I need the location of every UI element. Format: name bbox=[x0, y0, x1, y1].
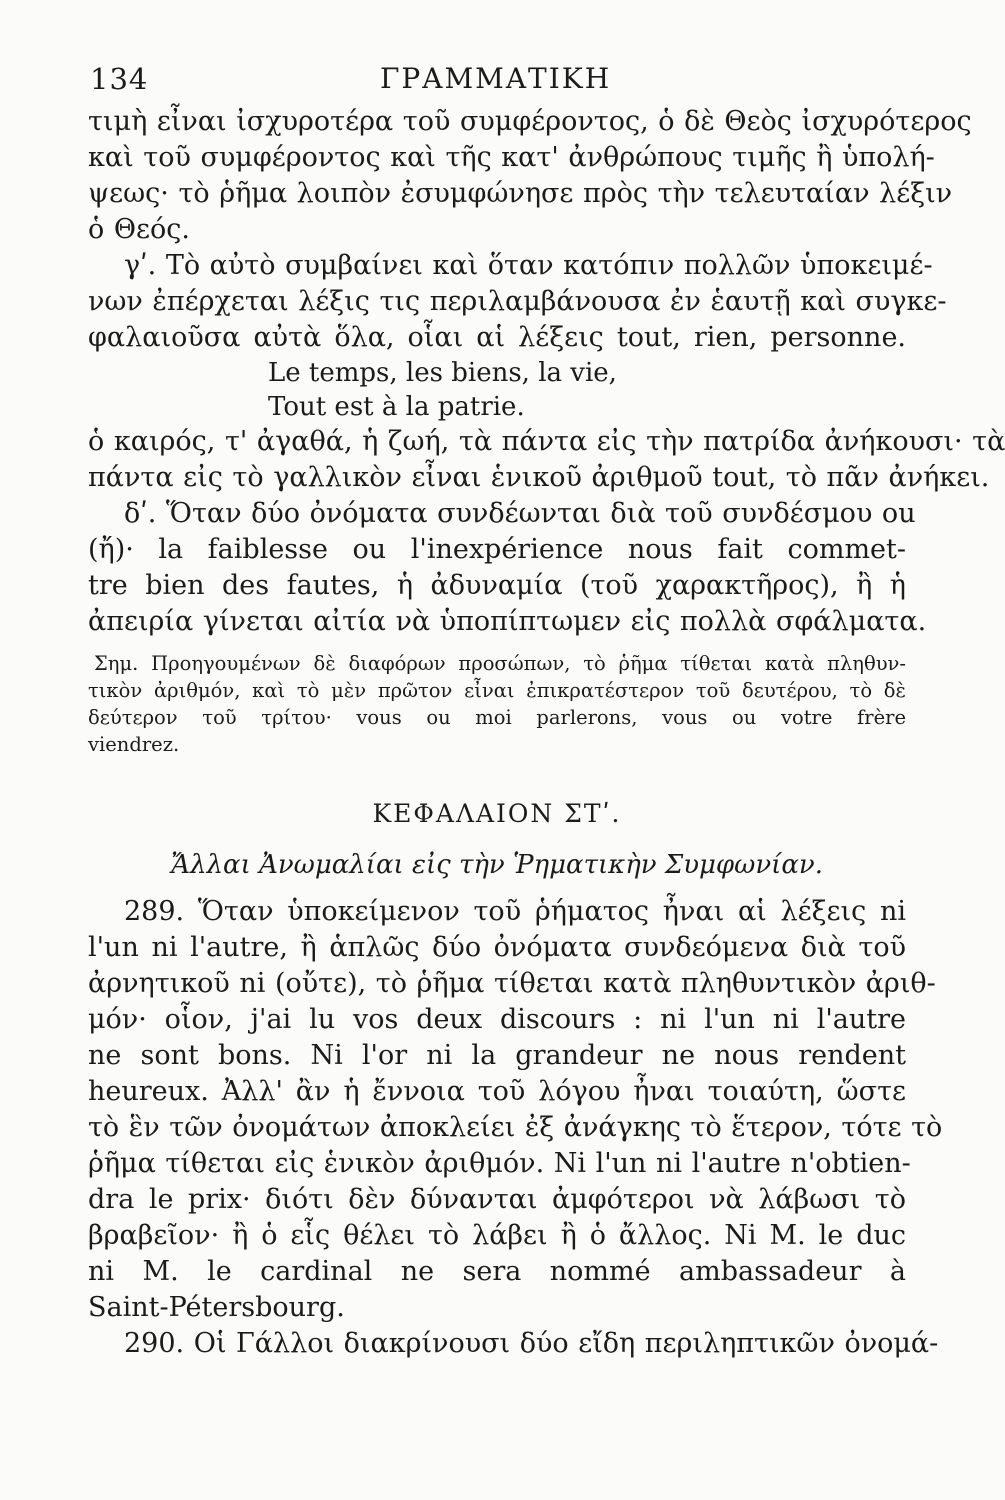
footnote bbox=[88, 650, 906, 758]
text-line: (ἤ)· la faiblesse ou l'inexpérience nous fait commet- bbox=[88, 534, 906, 565]
note-line: δεύτερον τοῦ τρίτου· vous ou moi parlerons, vous ou votre frère bbox=[88, 706, 906, 729]
paragraph-290 bbox=[88, 1326, 939, 1362]
text-line: ἀρνητικοῦ ni (οὔτε), τὸ ῥῆμα τίθεται κατὰ πληθυντικὸν ἀριθ- bbox=[88, 968, 936, 999]
text-line: 289. Ὅταν ὑποκείμενον τοῦ ῥήματος ἦναι αἱ λέξεις ni bbox=[124, 896, 906, 927]
text-line: ne sont bons. Ni l'or ni la grandeur ne nous rendent bbox=[88, 1040, 906, 1071]
text-line: ὁ Θεός. bbox=[88, 214, 190, 245]
text-line: 290. Οἱ Γάλλοι διακρίνουσι δύο εἴδη περιληπτικῶν ὀνομά- bbox=[124, 1328, 939, 1359]
page-header bbox=[90, 62, 910, 102]
note-line: Σημ. Προηγουμένων δὲ διαφόρων προσώπων, τὸ ῥῆμα τίθεται κατὰ πληθυν- bbox=[94, 652, 906, 675]
text-line: dra le prix· διότι δὲν δύνανται ἀμφότεροι νὰ λάβωσι τὸ bbox=[88, 1184, 906, 1215]
verse-line: Le temps, les biens, la vie, bbox=[268, 358, 617, 388]
text-line: τὸ ἓν τῶν ὀνομάτων ἀποκλείει ἐξ ἀνάγκης τὸ ἕτερον, τότε τὸ bbox=[88, 1112, 943, 1143]
verse-translation bbox=[88, 424, 1005, 496]
verse-line: Tout est à la patrie. bbox=[268, 392, 525, 422]
paragraph-289 bbox=[88, 894, 943, 1326]
text-line: δʹ. Ὅταν δύο ὀνόματα συνδέωνται διὰ τοῦ συνδέσμου ou bbox=[124, 498, 916, 529]
text-line: heureux. Ἀλλ' ἂν ἡ ἔννοια τοῦ λόγου ἦναι τοιαύτη, ὥστε bbox=[88, 1076, 906, 1107]
text-line: καὶ τοῦ συμφέροντος καὶ τῆς κατ' ἀνθρώπους τιμῆς ἢ ὑπολή- bbox=[88, 142, 935, 173]
text-line: πάντα εἰς τὸ γαλλικὸν εἶναι ἑνικοῦ ἀριθμοῦ tout, τὸ πᾶν ἀνήκει. bbox=[88, 462, 990, 493]
text-line: ψεως· τὸ ῥῆμα λοιπὸν ἐσυμφώνησε πρὸς τὴν τελευταίαν λέξιν bbox=[88, 178, 953, 209]
verse-quote bbox=[88, 356, 906, 424]
text-line: ni M. le cardinal ne sera nommé ambassadeur à bbox=[88, 1256, 906, 1287]
text-line: βραβεῖον· ἢ ὁ εἷς θέλει τὸ λάβει ἢ ὁ ἄλλος. Ni M. le duc bbox=[88, 1220, 906, 1251]
text-line: ἀπειρία γίνεται αἰτία νὰ ὑποπίπτωμεν εἰς πολλὰ σφάλματα. bbox=[88, 606, 927, 637]
text-line: Saint-Pétersbourg. bbox=[88, 1292, 345, 1323]
note-line: viendrez. bbox=[88, 733, 180, 756]
text-line: φαλαιοῦσα αὐτὰ ὅλα, οἷαι αἱ λέξεις tout, rien, personne. bbox=[88, 322, 906, 353]
text-line: μόν· οἷον, j'ai lu vos deux discours : ni l'un ni l'autre bbox=[88, 1004, 906, 1035]
text-line: γʹ. Τὸ αὐτὸ συμβαίνει καὶ ὅταν κατόπιν πολλῶν ὑποκειμέ- bbox=[124, 250, 933, 281]
paragraph-delta bbox=[88, 496, 927, 640]
text-line: τιμὴ εἶναι ἰσχυροτέρα τοῦ συμφέροντος, ὁ δὲ Θεὸς ἰσχυρότερος bbox=[88, 106, 972, 137]
text-line: l'un ni l'autre, ἢ ἁπλῶς δύο ὀνόματα συνδεόμενα διὰ τοῦ bbox=[88, 932, 906, 963]
text-line: νων ἐπέρχεται λέξις τις περιλαμβάνουσα ἐν ἑαυτῇ καὶ συγκε- bbox=[88, 286, 947, 317]
page-number: 134 bbox=[90, 62, 149, 96]
text-line: tre bien des fautes, ἡ ἀδυναμία (τοῦ χαρακτῆρος), ἢ ἡ bbox=[88, 570, 906, 601]
paragraph-gamma bbox=[88, 248, 947, 356]
running-title: ΓΡΑΜΜΑΤΙΚΗ bbox=[380, 62, 612, 95]
text-line: ὁ καιρός, τ' ἀγαθά, ἡ ζωή, τὰ πάντα εἰς τὴν πατρίδα ἀνήκουσι· τὰ bbox=[88, 426, 1005, 457]
page-body bbox=[88, 104, 1005, 1362]
note-line: τικὸν ἀριθμόν, καὶ τὸ μὲν πρῶτον εἶναι ἐπικρατέστερον τοῦ δευτέρου, τὸ δὲ bbox=[88, 679, 906, 702]
paragraph-top bbox=[88, 104, 972, 248]
chapter-heading: ΚΕΦΑΛΑΙΟΝ ΣΤʹ. bbox=[372, 799, 622, 828]
chapter-subtitle: Ἄλλαι Ἀνωμαλίαι εἰς τὴν Ῥηματικὴν Συμφωνίαν. bbox=[171, 850, 823, 880]
text-line: ῥῆμα τίθεται εἰς ἑνικὸν ἀριθμόν. Ni l'un ni l'autre n'obtien- bbox=[88, 1148, 911, 1179]
